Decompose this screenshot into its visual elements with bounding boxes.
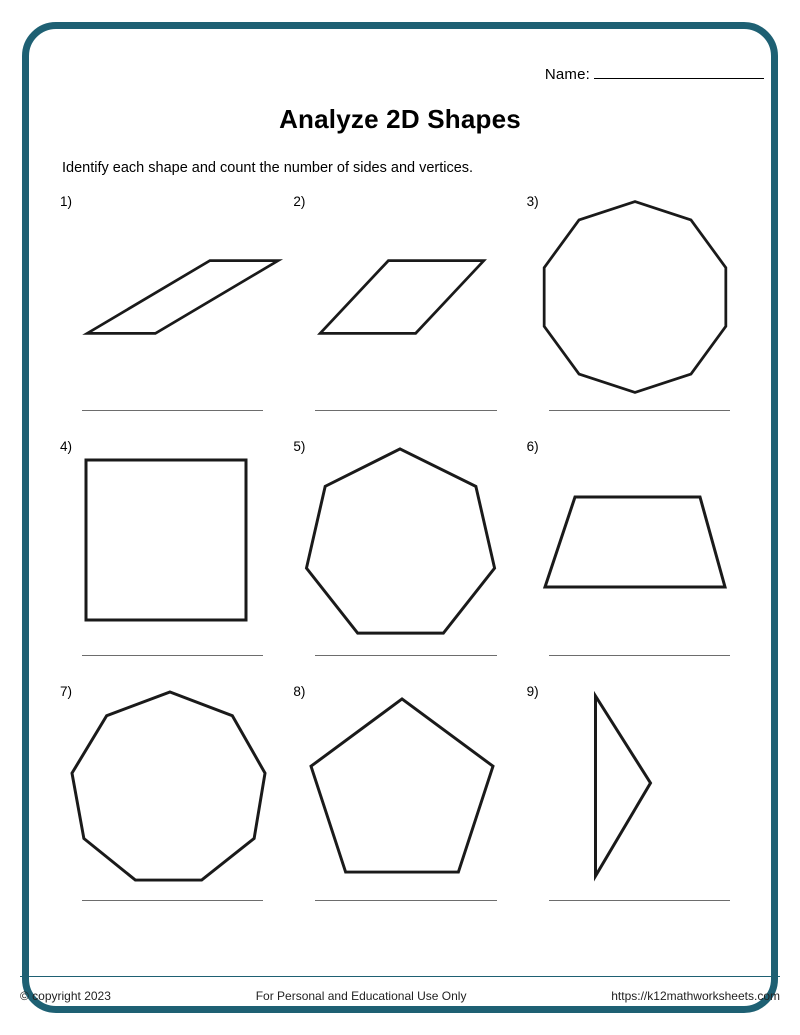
name-input-blank[interactable] [594, 64, 764, 79]
problem-item [52, 678, 285, 923]
page-footer [20, 989, 780, 1003]
answer-line[interactable] [549, 410, 730, 411]
answer-line[interactable] [549, 655, 730, 656]
name-field-row [545, 64, 764, 83]
shape-parallelogram [52, 202, 285, 392]
problem-item [519, 433, 752, 678]
usage-text: For Personal and Educational Use Only [255, 989, 467, 1003]
shape-nonagon [52, 692, 285, 882]
problem-number: 9) [526, 684, 539, 699]
shape-square [52, 447, 285, 637]
shape-pentagon [285, 692, 518, 882]
problem-item [52, 188, 285, 433]
answer-line[interactable] [82, 410, 263, 411]
problem-number: 2) [293, 194, 306, 209]
problem-number: 3) [526, 194, 539, 209]
answer-line[interactable] [82, 655, 263, 656]
name-label: Name: [544, 66, 590, 83]
website-url: https://k12mathworksheets.com [611, 989, 780, 1003]
problem-item [285, 188, 518, 433]
answer-line[interactable] [315, 410, 496, 411]
problem-item [519, 678, 752, 923]
copyright-text: © copyright 2023 [20, 989, 111, 1003]
problem-item [519, 188, 752, 433]
worksheet-content [36, 36, 764, 999]
shape-triangle [519, 692, 752, 882]
answer-line[interactable] [549, 900, 730, 901]
answer-line[interactable] [315, 655, 496, 656]
problem-number: 8) [293, 684, 306, 699]
problem-item [285, 433, 518, 678]
shape-heptagon [285, 447, 518, 637]
problem-number: 6) [526, 439, 539, 454]
problem-number: 5) [293, 439, 306, 454]
shape-trapezoid [519, 447, 752, 637]
footer-divider [20, 976, 780, 977]
shape-decagon [519, 202, 752, 392]
answer-line[interactable] [315, 900, 496, 901]
problem-item [285, 678, 518, 923]
problem-number: 1) [60, 194, 73, 209]
problems-grid [52, 188, 752, 923]
shape-parallelogram [285, 202, 518, 392]
instructions-text: Identify each shape and count the number of sides and vertices. [62, 160, 474, 176]
problem-item [52, 433, 285, 678]
page-title: Analyze 2D Shapes [279, 104, 521, 134]
problem-number: 7) [60, 684, 73, 699]
problem-number: 4) [60, 439, 73, 454]
answer-line[interactable] [82, 900, 263, 901]
